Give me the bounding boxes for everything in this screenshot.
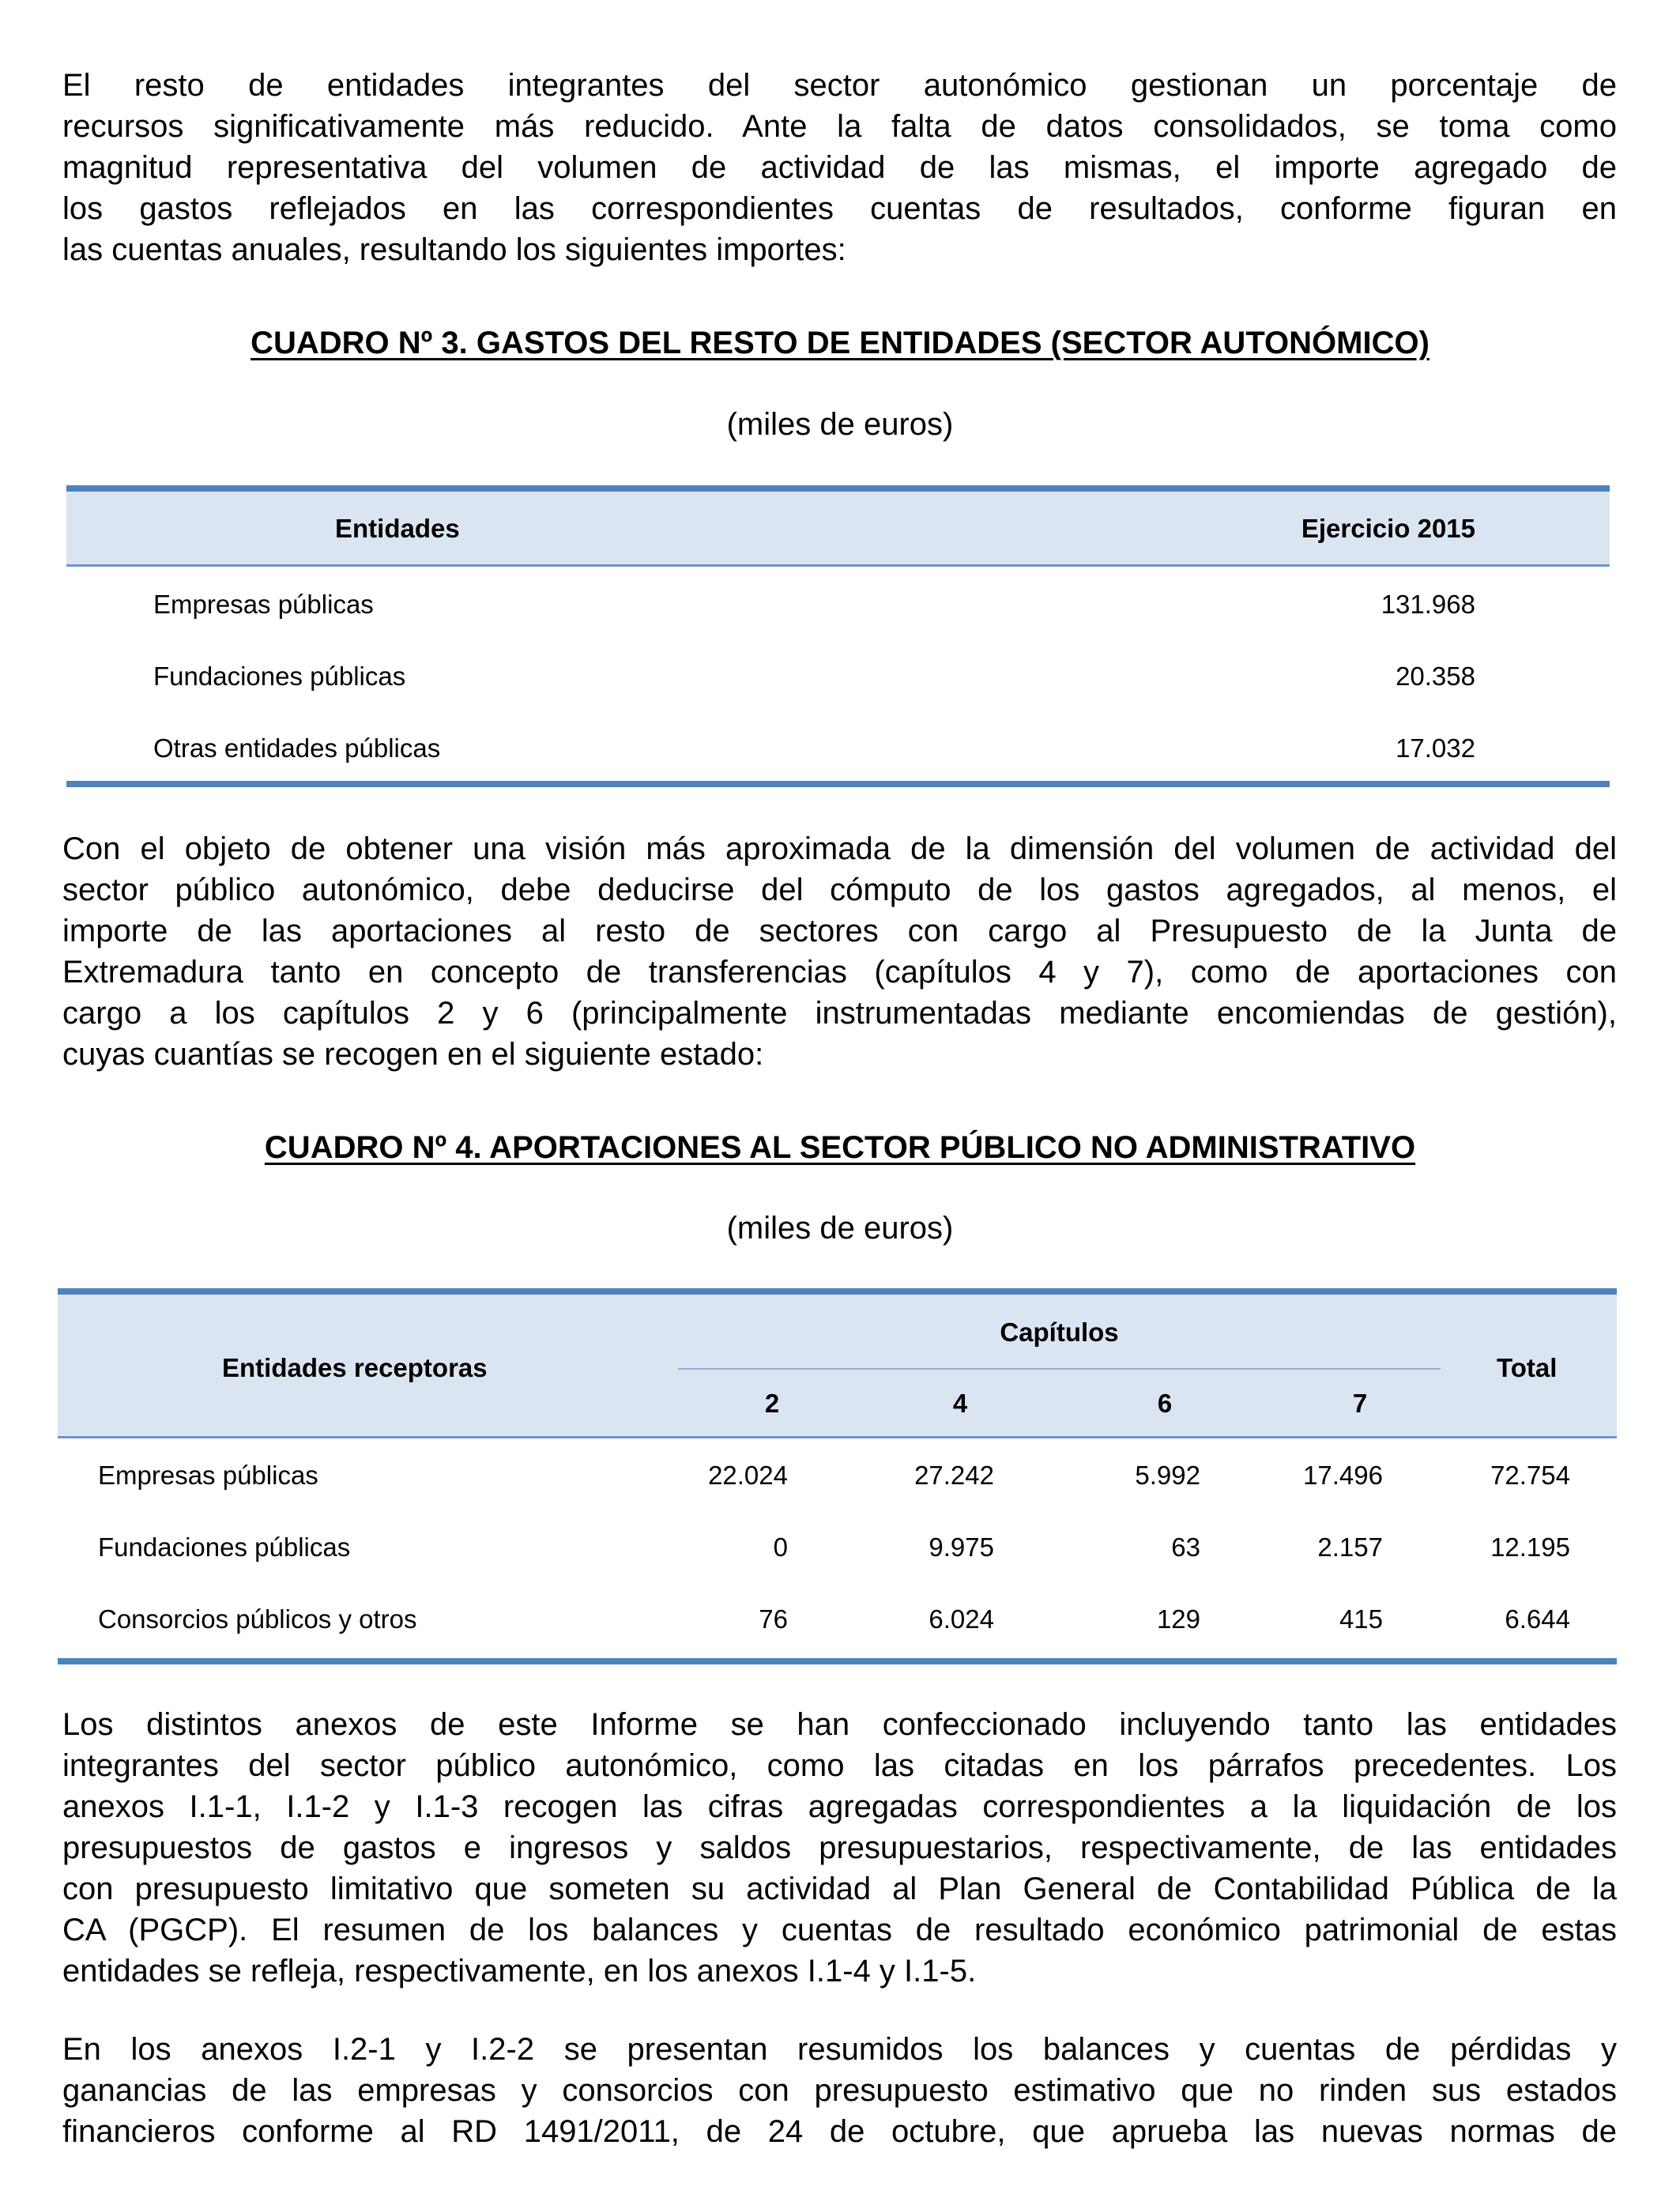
capitulos-divider [678, 1368, 1441, 1370]
text-line: sector público autonómico, debe deducirse del cómputo de los gastos agregados, al menos, el [62, 873, 1617, 907]
row-value-cap-2: 0 [773, 1532, 788, 1562]
text-line: anexos I.1-1, I.1-2 y I.1-3 recogen las cifras agregadas correspondientes a la liquidación de los [62, 1789, 1617, 1824]
header-capitulo-6: 6 [1157, 1389, 1173, 1418]
table-bottom-border [58, 1658, 1617, 1664]
table-top-border [66, 485, 1610, 492]
row-total: 12.195 [1490, 1532, 1570, 1562]
text-line: presupuestos de gastos e ingresos y saldos presupuestarios, respectivamente, de las entidades [62, 1830, 1617, 1865]
text-line: con presupuesto limitativo que someten su actividad al Plan General de Contabilidad Pública de la [62, 1872, 1617, 1906]
text-line: importe de las aportaciones al resto de sectores con cargo al Presupuesto de la Junta de [62, 914, 1617, 948]
text-line: Con el objeto de obtener una visión más aproximada de la dimensión del volumen de actividad del [62, 831, 1617, 866]
row-entity: Consorcios públicos y otros [98, 1604, 417, 1634]
row-value: 20.358 [1396, 662, 1475, 691]
row-entity: Empresas públicas [98, 1461, 318, 1490]
text-line: ganancias de las empresas y consorcios con presupuesto estimativo que no rinden sus estados [62, 2073, 1617, 2108]
row-entity: Otras entidades públicas [153, 733, 441, 763]
header-ejercicio: Ejercicio 2015 [1301, 514, 1475, 543]
header-capitulo-2: 2 [764, 1389, 780, 1418]
row-value: 131.968 [1381, 590, 1475, 619]
text-line: Extremadura tanto en concepto de transferencias (capítulos 4 y 7), como de aportaciones con [62, 955, 1617, 990]
row-value-cap-6: 5.992 [1135, 1461, 1200, 1490]
row-total: 6.644 [1505, 1604, 1570, 1634]
cuadro4-units: (miles de euros) [726, 1211, 954, 1246]
cuadro4-title [0, 1130, 1680, 1166]
text-line: Los distintos anexos de este Informe se han confeccionado incluyendo tanto las entidades [62, 1707, 1617, 1742]
row-value-cap-4: 9.975 [929, 1532, 994, 1562]
row-value-cap-2: 76 [759, 1604, 788, 1634]
row-value-cap-6: 63 [1171, 1532, 1200, 1562]
row-value-cap-7: 2.157 [1317, 1532, 1383, 1562]
row-value: 17.032 [1396, 733, 1475, 763]
text-line: las cuentas anuales, resultando los siguientes importes: [62, 232, 846, 267]
paragraph-intro [62, 65, 1617, 270]
text-line: recursos significativamente más reducido. Ante la falta de datos consolidados, se toma como [62, 109, 1617, 144]
cuadro3-units: (miles de euros) [726, 407, 954, 442]
table-bottom-border [66, 781, 1610, 787]
row-value-cap-4: 27.242 [914, 1461, 994, 1490]
text-line: En los anexos I.2-1 y I.2-2 se presentan resumidos los balances y cuentas de pérdidas y [62, 2032, 1617, 2067]
cuadro3-title [0, 326, 1680, 361]
cuadro3-table [66, 485, 1610, 789]
paragraph-anexos-2 [62, 2029, 1617, 2152]
header-capitulo-7: 7 [1352, 1389, 1368, 1418]
text-line: CA (PGCP). El resumen de los balances y cuentas de resultado económico patrimonial de estas [62, 1913, 1617, 1947]
cuadro4-table [58, 1288, 1617, 1668]
row-entity: Empresas públicas [153, 590, 374, 619]
row-entity: Fundaciones públicas [98, 1532, 351, 1562]
row-value-cap-7: 415 [1339, 1604, 1383, 1634]
text-line: magnitud representativa del volumen de actividad de las mismas, el importe agregado de [62, 150, 1617, 185]
header-entidades: Entidades [335, 514, 460, 543]
row-value-cap-7: 17.496 [1303, 1461, 1383, 1490]
text-line: entidades se refleja, respectivamente, en los anexos I.1-4 y I.1-5. [62, 1954, 977, 1989]
row-value-cap-6: 129 [1156, 1604, 1200, 1634]
text-line: El resto de entidades integrantes del sector autonómico gestionan un porcentaje de [62, 68, 1617, 103]
text-line: integrantes del sector público autonómico, como las citadas en los párrafos precedentes. Los [62, 1748, 1617, 1783]
row-value-cap-4: 6.024 [929, 1604, 994, 1634]
text-line: cuyas cuantías se recogen en el siguiente estado: [62, 1037, 764, 1072]
text-line: financieros conforme al RD 1491/2011, de 24 de octubre, que aprueba las nuevas normas de [62, 2114, 1617, 2149]
header-total: Total [1497, 1353, 1558, 1382]
text-line: cargo a los capítulos 2 y 6 (principalmente instrumentadas mediante encomiendas de gestión), [62, 996, 1617, 1031]
header-capitulos: Capítulos [1000, 1318, 1119, 1347]
paragraph-anexos [62, 1704, 1617, 1992]
row-value-cap-2: 22.024 [708, 1461, 788, 1490]
text-line: los gastos reflejados en las correspondientes cuentas de resultados, conforme figuran en [62, 191, 1617, 226]
paragraph-aportaciones [62, 828, 1617, 1075]
row-entity: Fundaciones públicas [153, 662, 406, 691]
header-capitulo-4: 4 [952, 1389, 968, 1418]
cuadro3-title-text: CUADRO Nº 3. GASTOS DEL RESTO DE ENTIDADES (SECTOR AUTONÓMICO) [250, 326, 1430, 360]
cuadro4-title-text: CUADRO Nº 4. APORTACIONES AL SECTOR PÚBLICO NO ADMINISTRATIVO [264, 1130, 1416, 1165]
table-top-border [58, 1288, 1617, 1295]
header-entidades-receptoras: Entidades receptoras [222, 1353, 488, 1382]
row-total: 72.754 [1490, 1461, 1570, 1490]
